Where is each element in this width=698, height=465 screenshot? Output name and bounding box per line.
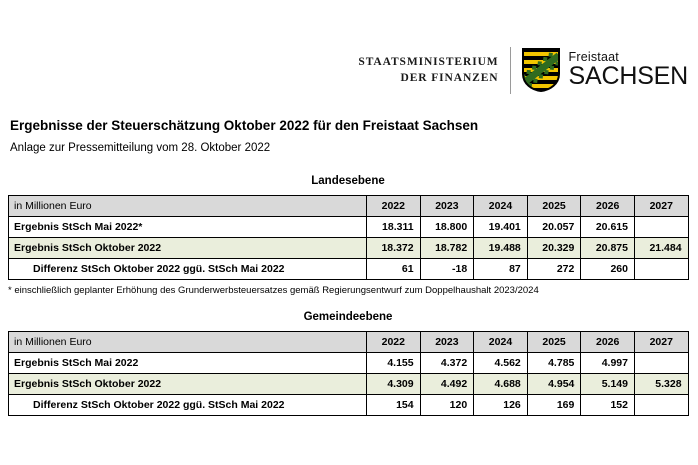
column-header-year: 2026 (581, 196, 635, 217)
table-header-row (9, 332, 689, 353)
row-label: Ergebnis StSch Mai 2022* (9, 217, 367, 238)
row-value: 4.372 (420, 353, 474, 374)
column-header-year: 2023 (420, 332, 474, 353)
table-gemeindeebene (8, 331, 689, 416)
column-header-year: 2025 (527, 196, 581, 217)
row-label: Ergebnis StSch Oktober 2022 (9, 374, 367, 395)
row-value: 169 (527, 395, 581, 416)
row-value: 20.329 (527, 238, 581, 259)
column-header-year: 2023 (420, 196, 474, 217)
row-value: 5.149 (581, 374, 635, 395)
row-value: 87 (474, 259, 528, 280)
freistaat-label: Freistaat (568, 49, 619, 64)
column-header-unit: in Millionen Euro (9, 332, 367, 353)
row-value: 18.372 (367, 238, 421, 259)
row-value: 272 (527, 259, 581, 280)
row-value: 20.057 (527, 217, 581, 238)
crest-wrap (511, 48, 688, 92)
row-value: -18 (420, 259, 474, 280)
row-value: 4.309 (367, 374, 421, 395)
row-label: Ergebnis StSch Mai 2022 (9, 353, 367, 374)
row-value: 4.997 (581, 353, 635, 374)
column-header-year: 2025 (527, 332, 581, 353)
row-value: 126 (474, 395, 528, 416)
row-value (634, 259, 688, 280)
row-value (634, 217, 688, 238)
table-row (9, 374, 689, 395)
table-row (9, 217, 689, 238)
row-label: Ergebnis StSch Oktober 2022 (9, 238, 367, 259)
sachsen-label: SACHSEN (568, 62, 688, 91)
row-value: 4.155 (367, 353, 421, 374)
row-value: 260 (581, 259, 635, 280)
column-header-year: 2024 (474, 196, 528, 217)
row-value: 21.484 (634, 238, 688, 259)
row-value (634, 395, 688, 416)
row-value: 19.401 (474, 217, 528, 238)
row-label: Differenz StSch Oktober 2022 ggü. StSch Mai 2022 (9, 395, 367, 416)
row-value: 4.688 (474, 374, 528, 395)
footnote: * einschließlich geplanter Erhöhung des Grunderwerbsteuersatzes gemäß Regierungsentwurf zum Doppelhaushalt 2023/2024 (8, 285, 539, 296)
column-header-year: 2027 (634, 332, 688, 353)
section-heading-landesebene: Landesebene (311, 175, 385, 187)
sachsen-wordmark (560, 51, 688, 90)
table-row (9, 395, 689, 416)
row-value: 18.311 (367, 217, 421, 238)
column-header-year: 2022 (367, 332, 421, 353)
row-label: Differenz StSch Oktober 2022 ggü. StSch Mai 2022 (9, 259, 367, 280)
row-value: 5.328 (634, 374, 688, 395)
row-value: 152 (581, 395, 635, 416)
row-value: 4.492 (420, 374, 474, 395)
brand-logo-band (358, 44, 688, 96)
table-landesebene (8, 195, 689, 280)
row-value: 61 (367, 259, 421, 280)
row-value: 120 (420, 395, 474, 416)
saxony-coat-of-arms-icon (522, 48, 560, 92)
page-subtitle: Anlage zur Pressemitteilung vom 28. Oktober 2022 (10, 142, 271, 154)
table-row (9, 259, 689, 280)
row-value: 4.954 (527, 374, 581, 395)
table-header-row (9, 196, 689, 217)
column-header-year: 2024 (474, 332, 528, 353)
row-value: 4.562 (474, 353, 528, 374)
row-value: 18.800 (420, 217, 474, 238)
row-value: 20.615 (581, 217, 635, 238)
table-row (9, 238, 689, 259)
column-header-year: 2022 (367, 196, 421, 217)
row-value: 20.875 (581, 238, 635, 259)
page-title: Ergebnisse der Steuerschätzung Oktober 2022 für den Freistaat Sachsen (10, 118, 479, 133)
column-header-year: 2027 (634, 196, 688, 217)
ministry-wordmark (358, 54, 509, 86)
table-row (9, 353, 689, 374)
row-value: 4.785 (527, 353, 581, 374)
row-value: 18.782 (420, 238, 474, 259)
row-value: 154 (367, 395, 421, 416)
row-value: 19.488 (474, 238, 528, 259)
ministry-line-2: DER FINANZEN (400, 72, 499, 84)
column-header-year: 2026 (581, 332, 635, 353)
column-header-unit: in Millionen Euro (9, 196, 367, 217)
section-heading-gemeindeebene: Gemeindeebene (303, 311, 393, 323)
ministry-line-1: STAATSMINISTERIUM (358, 56, 499, 68)
row-value (634, 353, 688, 374)
